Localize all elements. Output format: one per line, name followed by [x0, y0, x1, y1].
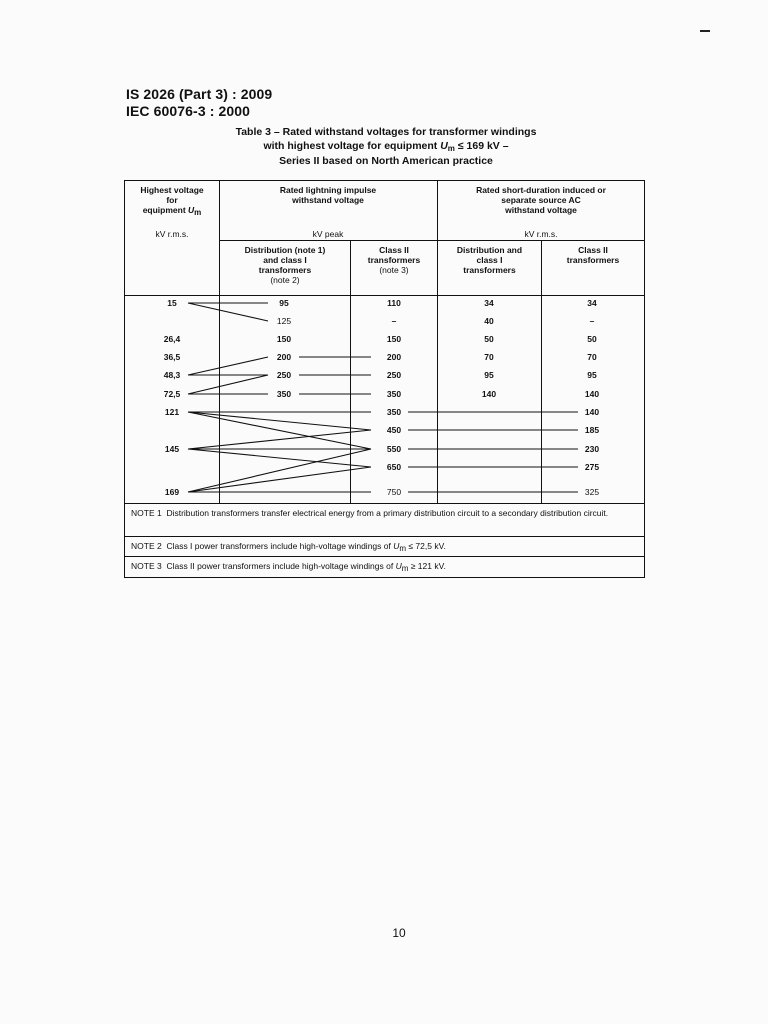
note-2-text: Class I power transformers include high-voltage windings of: [166, 541, 394, 551]
ac-class2-value: 275: [584, 462, 600, 472]
header-highest-voltage-l2: for: [166, 195, 178, 205]
header-equipment-text: equipment: [142, 205, 189, 215]
subheader-class2-li-l3: (note 3): [379, 265, 409, 275]
ac-distribution-value: 40: [484, 316, 494, 326]
li-distribution-value: 350: [276, 389, 292, 399]
li-class2-value: 350: [386, 389, 402, 399]
caption-subscript: m: [447, 143, 455, 153]
standard-iec-number: IEC 60076-3 : 2000: [126, 103, 250, 119]
caption-symbol: U: [440, 139, 448, 152]
li-distribution-value: 95: [279, 298, 289, 308]
li-class2-value: 250: [386, 370, 402, 380]
header-um-subscript: m: [194, 208, 202, 217]
subheader-class2-li: [351, 245, 437, 275]
subheader-dist-ac-l2: class I: [476, 255, 503, 265]
li-class2-value: 110: [387, 298, 401, 308]
ac-class2-value: –: [589, 316, 595, 326]
note-3-symbol: U: [395, 561, 402, 571]
note-2-subscript: m: [399, 544, 407, 553]
note-2: [131, 541, 641, 555]
li-class2-value: –: [391, 316, 397, 326]
subheader-dist-ac-l1: Distribution and: [456, 245, 523, 255]
ac-class2-value: 140: [584, 407, 600, 417]
subheader-class2-ac-l2: transformers: [566, 255, 620, 265]
ac-class2-value: 34: [587, 298, 597, 308]
page-number: 10: [392, 926, 406, 940]
header-ac-unit: kV r.m.s.: [524, 229, 558, 239]
ac-class2-value: 70: [587, 352, 597, 362]
note-1-label: NOTE 1: [131, 508, 162, 518]
um-value: 145: [164, 444, 180, 454]
ac-class2-value: 185: [584, 425, 600, 435]
header-lightning-unit: kV peak: [312, 229, 344, 239]
subheader-dist-l4: (note 2): [270, 275, 300, 285]
note-1: [131, 508, 641, 519]
caption-line-3: Series II based on North American practice: [279, 155, 493, 167]
caption-line-1: Table 3 – Rated withstand voltages for transformer windings: [235, 126, 537, 138]
ac-distribution-value: 34: [484, 298, 494, 308]
ac-class2-value: 140: [584, 389, 600, 399]
note-2-symbol: U: [393, 541, 400, 551]
note-1-text: Distribution transformers transfer electrical energy from a primary distribution circuit to a secondary distribution circuit.: [166, 508, 609, 518]
ac-class2-value: 95: [587, 370, 597, 380]
li-class2-value: 650: [386, 462, 402, 472]
li-class2-value: 350: [386, 407, 402, 417]
header-highest-voltage-l3: [126, 205, 218, 218]
header-lightning-impulse: [220, 185, 436, 205]
ac-distribution-value: 95: [484, 370, 494, 380]
header-ac-l3: withstand voltage: [505, 205, 577, 215]
note-3: [131, 561, 641, 575]
header-ac-withstand: [438, 185, 644, 215]
li-distribution-value: 150: [276, 334, 292, 344]
subheader-class2-ac: [542, 245, 644, 265]
subheader-distribution-li: [220, 245, 350, 285]
header-um-symbol: U: [188, 205, 195, 215]
subheader-class2-ac-l1: Class II: [578, 245, 608, 255]
ac-class2-value: 325: [584, 487, 600, 497]
subheader-dist-l3: transformers: [258, 265, 312, 275]
ac-distribution-value: 70: [484, 352, 494, 362]
um-value: 36,5: [163, 352, 181, 362]
header-ac-l1: Rated short-duration induced or: [476, 185, 606, 195]
ac-distribution-value: 140: [481, 389, 497, 399]
subheader-class2-li-l2: transformers: [367, 255, 421, 265]
note-3-end: ≥ 121 kV.: [408, 561, 446, 571]
li-distribution-value: 250: [276, 370, 292, 380]
header-ac-l2: separate source AC: [501, 195, 581, 205]
subheader-dist-l1: Distribution (note 1): [244, 245, 326, 255]
header-lightning-l1: Rated lightning impulse: [279, 185, 377, 195]
header-highest-voltage-l1: Highest voltage: [140, 185, 204, 195]
header-um-unit: kV r.m.s.: [155, 229, 189, 239]
subheader-dist-ac-l3: transformers: [463, 265, 516, 275]
ac-class2-value: 230: [584, 444, 600, 454]
um-value: 26,4: [163, 334, 181, 344]
note-2-label: NOTE 2: [131, 541, 162, 551]
um-value: 15: [167, 298, 177, 308]
li-class2-value: 550: [386, 444, 402, 454]
li-class2-value: 750: [386, 487, 402, 497]
um-value: 48,3: [163, 370, 181, 380]
subheader-class2-li-l1: Class II: [379, 245, 409, 255]
um-value: 72,5: [163, 389, 181, 399]
caption-line-2-end: ≤ 169 kV –: [454, 139, 509, 152]
note-3-subscript: m: [401, 564, 409, 573]
note-2-end: ≤ 72,5 kV.: [406, 541, 446, 551]
subheader-distribution-ac: [438, 245, 541, 275]
header-lightning-l2: withstand voltage: [292, 195, 364, 205]
note-3-text: Class II power transformers include high-voltage windings of: [166, 561, 396, 571]
ac-class2-value: 50: [587, 334, 597, 344]
header-highest-voltage: [126, 185, 218, 218]
note-3-label: NOTE 3: [131, 561, 162, 571]
um-value: 169: [164, 487, 180, 497]
li-class2-value: 200: [386, 352, 402, 362]
li-class2-value: 150: [386, 334, 402, 344]
ac-distribution-value: 50: [484, 334, 494, 344]
li-distribution-value: 200: [276, 352, 292, 362]
li-class2-value: 450: [386, 425, 402, 435]
caption-line-2-text: with highest voltage for equipment: [263, 139, 441, 152]
um-value: 121: [164, 407, 180, 417]
li-distribution-value: 125: [276, 316, 292, 326]
standard-is-number: IS 2026 (Part 3) : 2009: [126, 86, 273, 102]
subheader-dist-l2: and class I: [263, 255, 307, 265]
